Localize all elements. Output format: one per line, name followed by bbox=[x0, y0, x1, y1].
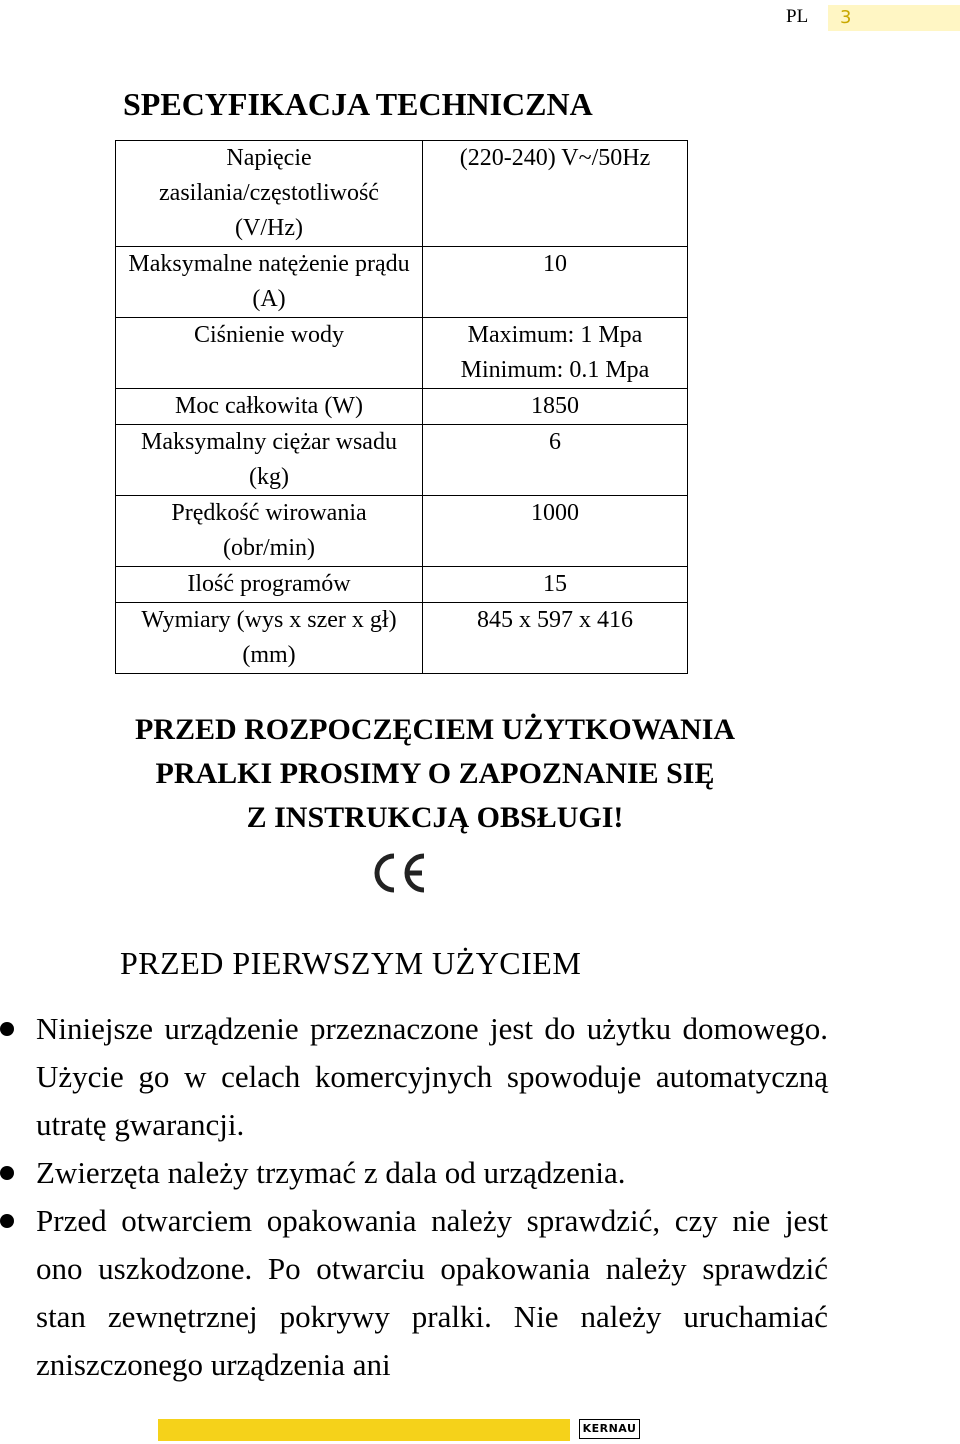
spec-label: Maksymalne natężenie prądu (A) bbox=[116, 247, 423, 318]
spec-label: Ilość programów bbox=[116, 567, 423, 603]
spec-table bbox=[115, 140, 688, 674]
list-item bbox=[0, 1197, 828, 1389]
spec-value-min: Minimum: 0.1 Mpa bbox=[460, 357, 650, 383]
list-item-text: Zwierzęta należy trzymać z dala od urządzenia. bbox=[36, 1155, 626, 1190]
table-row bbox=[116, 318, 688, 389]
list-item bbox=[0, 1005, 828, 1149]
spec-value: 6 bbox=[423, 425, 688, 496]
table-row bbox=[116, 496, 688, 567]
spec-label: Wymiary (wys x szer x gł) (mm) bbox=[116, 603, 423, 674]
bullet-icon bbox=[0, 1022, 14, 1036]
section-title: PRZED PIERWSZYM UŻYCIEM bbox=[120, 945, 582, 981]
warning-line: PRALKI PROSIMY O ZAPOZNANIE SIĘ bbox=[155, 757, 715, 790]
spec-value: 10 bbox=[423, 247, 688, 318]
spec-value: 15 bbox=[423, 567, 688, 603]
language-label: PL bbox=[786, 6, 809, 27]
spec-label: Moc całkowita (W) bbox=[116, 389, 423, 425]
table-row bbox=[116, 389, 688, 425]
table-row bbox=[116, 567, 688, 603]
list-item-text: Przed otwarciem opakowania należy sprawdzić, czy nie jest ono uszkodzone. Po otwarciu opakowania należy sprawdzić stan zewnętrznej pokrywy pralki. Nie należy uruchamiać zniszczonego urządzenia ani bbox=[36, 1203, 828, 1382]
footer-bar bbox=[158, 1419, 570, 1441]
spec-value: (220-240) V~/50Hz bbox=[423, 141, 688, 247]
spec-value: 1000 bbox=[423, 496, 688, 567]
spec-value-max: Maximum: 1 Mpa bbox=[467, 322, 643, 348]
first-use-list bbox=[0, 1005, 828, 1389]
spec-label: Prędkość wirowania (obr/min) bbox=[116, 496, 423, 567]
spec-value bbox=[423, 318, 688, 389]
bullet-icon bbox=[0, 1166, 14, 1180]
spec-label: Napięcie zasilania/częstotliwość (V/Hz) bbox=[116, 141, 423, 247]
ce-mark-icon bbox=[368, 850, 428, 896]
brand-logo: KERNAU bbox=[579, 1419, 640, 1439]
spec-title: SPECYFIKACJA TECHNICZNA bbox=[123, 86, 593, 122]
table-row bbox=[116, 247, 688, 318]
spec-value: 1850 bbox=[423, 389, 688, 425]
page-number: 3 bbox=[828, 5, 960, 31]
spec-label: Ciśnienie wody bbox=[116, 318, 423, 389]
table-row bbox=[116, 425, 688, 496]
list-item bbox=[0, 1149, 828, 1197]
warning-line: PRZED ROZPOCZĘCIEM UŻYTKOWANIA bbox=[134, 713, 736, 746]
bullet-icon bbox=[0, 1214, 14, 1228]
table-row bbox=[116, 141, 688, 247]
spec-value: 845 x 597 x 416 bbox=[423, 603, 688, 674]
warning-notice bbox=[0, 708, 870, 840]
warning-line: Z INSTRUKCJĄ OBSŁUGI! bbox=[246, 801, 624, 834]
table-row bbox=[116, 603, 688, 674]
list-item-text: Niniejsze urządzenie przeznaczone jest do użytku domowego. Użycie go w celach komercyjnych spowoduje automatyczną utratę gwarancji. bbox=[36, 1011, 828, 1142]
spec-label: Maksymalny ciężar wsadu (kg) bbox=[116, 425, 423, 496]
